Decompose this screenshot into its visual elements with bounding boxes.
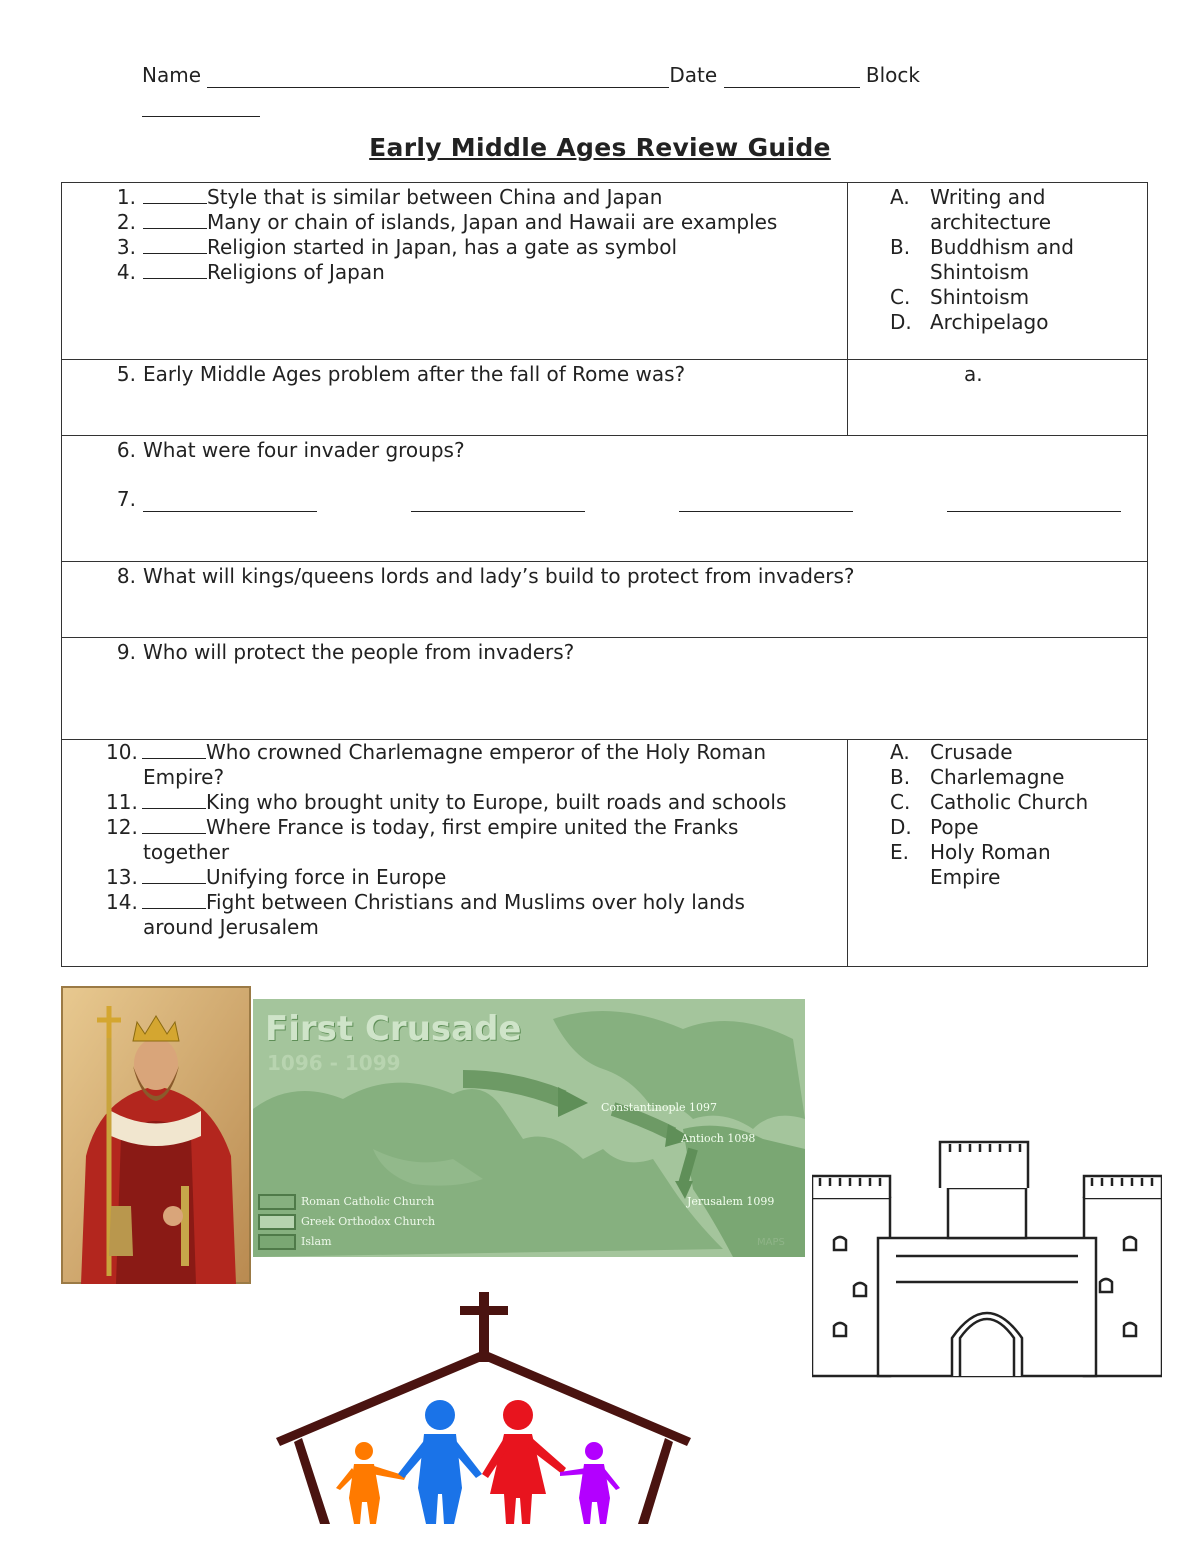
- block-field[interactable]: [142, 94, 260, 117]
- answer-blank[interactable]: [143, 185, 207, 204]
- legend-orthodox: Greek Orthodox Church: [301, 1215, 436, 1228]
- page-title: Early Middle Ages Review Guide: [369, 133, 831, 162]
- church-family-illustration: [276, 1288, 691, 1524]
- map-label-constantinople: Constantinople 1097: [601, 1101, 718, 1114]
- name-label: Name: [142, 63, 202, 87]
- question-6-row: 6. What were four invader groups? 7.: [62, 435, 1147, 562]
- castle-illustration: [812, 1138, 1162, 1380]
- first-crusade-map: [253, 999, 805, 1257]
- invader-blank-3[interactable]: [679, 493, 853, 512]
- map-title: First Crusade: [265, 1009, 522, 1049]
- date-label: Date: [669, 63, 718, 87]
- answer-blank[interactable]: [142, 740, 206, 759]
- answer-blank[interactable]: [143, 260, 207, 279]
- answer-blank[interactable]: [143, 210, 207, 229]
- matching-section-2: 10. Who crowned Charlemagne emperor of the Holy Roman Empire? 11. King who brought unity to Europe, built roads and schools 12. Where France is today, first empire united the Franks together 13. Unifying force in Europe 14. Fight between Christians and Muslims over holy lands around Jerusalem A. Crusade B. Charlemagne C. Catholic Church D. Pope E. Holy Roman Empire: [62, 739, 1147, 967]
- name-field[interactable]: [207, 87, 669, 88]
- map-label-antioch: Antioch 1098: [681, 1132, 756, 1145]
- question-5-row: 5. Early Middle Ages problem after the fall of Rome was? a.: [62, 359, 1147, 436]
- map-years: 1096 - 1099: [267, 1051, 401, 1075]
- answer-blank[interactable]: [142, 815, 206, 834]
- block-label: Block: [865, 63, 920, 87]
- answer-a-label[interactable]: a.: [964, 362, 983, 386]
- invader-blank-1[interactable]: [143, 493, 317, 512]
- header-line: [142, 62, 920, 88]
- map-label-jerusalem: Jerusalem 1099: [687, 1195, 775, 1208]
- invader-blank-2[interactable]: [411, 493, 585, 512]
- answer-blank[interactable]: [142, 790, 206, 809]
- invader-blank-4[interactable]: [947, 493, 1121, 512]
- answer-blank[interactable]: [142, 865, 206, 884]
- review-table: [61, 182, 1148, 967]
- legend-islam: Islam: [301, 1235, 332, 1248]
- map-credit: MAPS: [757, 1237, 785, 1248]
- answer-blank[interactable]: [143, 235, 207, 254]
- matching-section-1: 1. Style that is similar between China and Japan 2. Many or chain of islands, Japan and Hawaii are examples 3. Religion started in Japan, has a gate as symbol 4. Religions of Japan A. Writing and architecture B. Buddhism and Shintoism C. Shintoism D. Archipelago: [62, 182, 1147, 360]
- question-9-row: 9. Who will protect the people from invaders?: [62, 637, 1147, 740]
- answer-blank[interactable]: [142, 890, 206, 909]
- question-8-row: 8. What will kings/queens lords and lady’s build to protect from invaders?: [62, 561, 1147, 638]
- legend-catholic: Roman Catholic Church: [301, 1195, 435, 1208]
- date-field[interactable]: [724, 87, 860, 88]
- charlemagne-portrait: [61, 986, 251, 1284]
